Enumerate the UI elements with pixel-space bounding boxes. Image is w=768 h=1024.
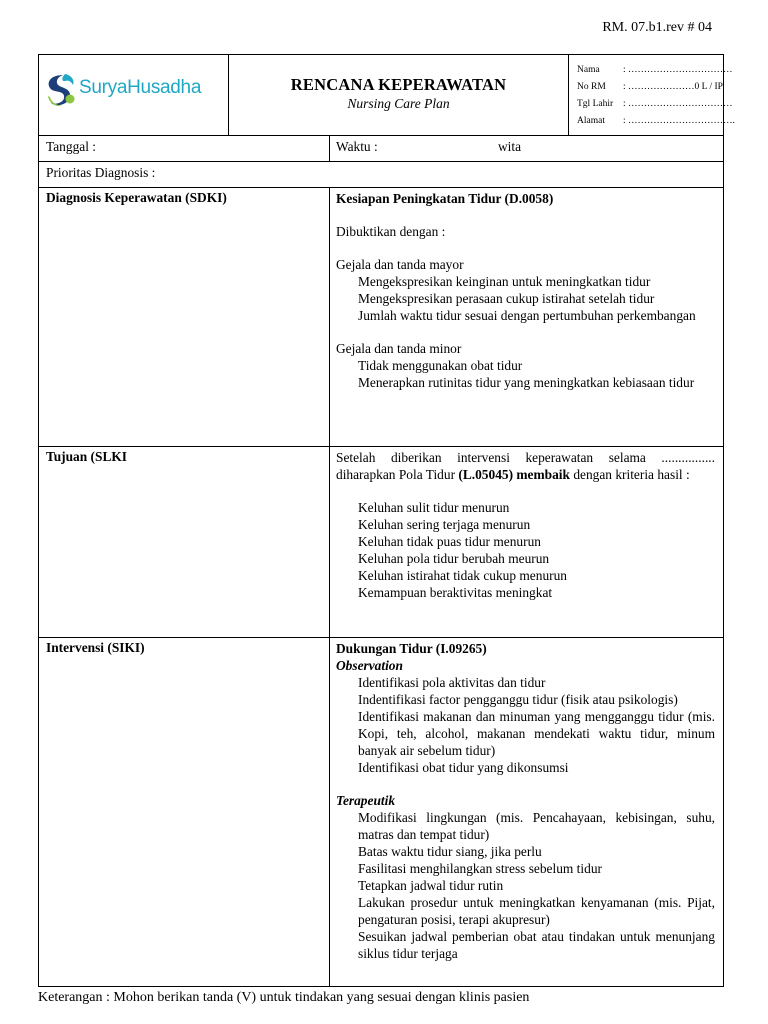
form-title: RENCANA KEPERAWATAN — [290, 75, 507, 94]
intervention-content — [336, 640, 715, 962]
patient-dob-line: Tgl Lahir : …………………………… — [577, 99, 733, 109]
patient-rm-field[interactable]: : …………………0 L / IP — [623, 82, 723, 92]
therapeutic-item[interactable]: Lakukan prosedur untuk meningkatkan kenyamanan (mis. Pijat, pengaturan posisi, terapi akupresur) — [358, 895, 715, 927]
criteria-item[interactable]: Keluhan tidak puas tidur menurun — [358, 534, 541, 549]
patient-info — [569, 55, 735, 135]
diagnosis-content — [336, 190, 715, 391]
therapeutic-heading: Terapeutik — [336, 793, 396, 808]
patient-rm-line: No RM : …………………0 L / IP — [577, 82, 723, 92]
major-item[interactable]: Mengekspresikan perasaan cukup istirahat setelah tidur — [358, 291, 655, 306]
goal-intro: Setelah diberikan intervensi keperawatan selama ................ diharapkan Pola Tidur (L.05045) membaik dengan kriteria hasil : — [336, 450, 715, 482]
patient-name-field[interactable]: : …………………………… — [623, 65, 733, 75]
date-field[interactable]: Tanggal : — [46, 139, 97, 154]
patient-address-field[interactable]: : ……………………………. — [623, 116, 735, 126]
goal-content — [336, 449, 715, 601]
therapeutic-item[interactable]: Sesuikan jadwal pemberian obat atau tindakan untuk menunjang siklus tidur terjaga — [358, 929, 715, 961]
diagnosis-label: Diagnosis Keperawatan (SDKI) — [46, 190, 227, 205]
patient-name-line: Nama : …………………………… — [577, 65, 733, 75]
priority-row — [38, 162, 724, 188]
major-item[interactable]: Mengekspresikan keinginan untuk meningkatkan tidur — [358, 274, 651, 289]
logo-cell — [39, 55, 229, 135]
observation-heading: Observation — [336, 658, 403, 673]
therapeutic-item[interactable]: Modifikasi lingkungan (mis. Pencahayaan, kebisingan, suhu, matras dan tempat tidur) — [358, 810, 715, 842]
minor-item[interactable]: Menerapkan rutinitas tidur yang meningkatkan kebiasaan tidur — [358, 375, 695, 390]
form-header — [38, 54, 735, 136]
diagnosis-title: Kesiapan Peningkatan Tidur (D.0058) — [336, 191, 554, 206]
minor-heading: Gejala dan tanda minor — [336, 341, 462, 356]
major-heading: Gejala dan tanda mayor — [336, 257, 464, 272]
intervention-row — [38, 638, 724, 987]
observation-item[interactable]: Identifikasi makanan dan minuman yang mengganggu tidur (mis. Kopi, teh, alcohol, makanan mendekati waktu tidur, minum banyak air sebelum tidur) — [358, 709, 715, 758]
therapeutic-item[interactable]: Batas waktu tidur siang, jika perlu — [358, 844, 542, 859]
criteria-item[interactable]: Keluhan pola tidur berubah meurun — [358, 551, 550, 566]
diagnosis-row — [38, 188, 724, 447]
patient-dob-field[interactable]: : …………………………… — [623, 99, 733, 109]
criteria-item[interactable]: Keluhan sulit tidur menurun — [358, 500, 510, 515]
nursing-care-plan-form — [38, 54, 735, 987]
therapeutic-item[interactable]: Tetapkan jadwal tidur rutin — [358, 878, 504, 893]
observation-item[interactable]: Identifikasi pola aktivitas dan tidur — [358, 675, 546, 690]
footer-note: Keterangan : Mohon berikan tanda (V) untuk tindakan yang sesuai dengan klinis pasien — [38, 990, 530, 1005]
major-item[interactable]: Jumlah waktu tidur sesuai dengan pertumbuhan perkembangan — [358, 308, 696, 323]
criteria-item[interactable]: Keluhan sering terjaga menurun — [358, 517, 531, 532]
priority-field[interactable]: Prioritas Diagnosis : — [46, 165, 156, 180]
evidence-intro: Dibuktikan dengan : — [336, 224, 446, 239]
form-revision-code: RM. 07.b1.rev # 04 — [602, 20, 712, 35]
brand-name: SuryaHusadha — [79, 77, 202, 98]
time-field[interactable]: Waktu : wita — [336, 139, 522, 154]
criteria-item[interactable]: Keluhan istirahat tidak cukup menurun — [358, 568, 567, 583]
minor-item[interactable]: Tidak menggunakan obat tidur — [358, 358, 523, 373]
criteria-item[interactable]: Kemampuan beraktivitas meningkat — [358, 585, 553, 600]
title-cell — [229, 55, 569, 135]
therapeutic-item[interactable]: Fasilitasi menghilangkan stress sebelum tidur — [358, 861, 602, 876]
intervention-title: Dukungan Tidur (I.09265) — [336, 641, 487, 656]
patient-address-line: Alamat : ……………………………. — [577, 116, 735, 126]
goal-label: Tujuan (SLKI — [46, 449, 128, 464]
surya-husadha-logo-icon — [43, 72, 77, 108]
form-subtitle: Nursing Care Plan — [347, 96, 450, 111]
date-time-row — [38, 136, 724, 162]
goal-row — [38, 447, 724, 638]
intervention-label: Intervensi (SIKI) — [46, 640, 145, 655]
observation-item[interactable]: Identifikasi obat tidur yang dikonsumsi — [358, 760, 569, 775]
observation-item[interactable]: Indentifikasi factor pengganggu tidur (fisik atau psikologis) — [358, 692, 678, 707]
